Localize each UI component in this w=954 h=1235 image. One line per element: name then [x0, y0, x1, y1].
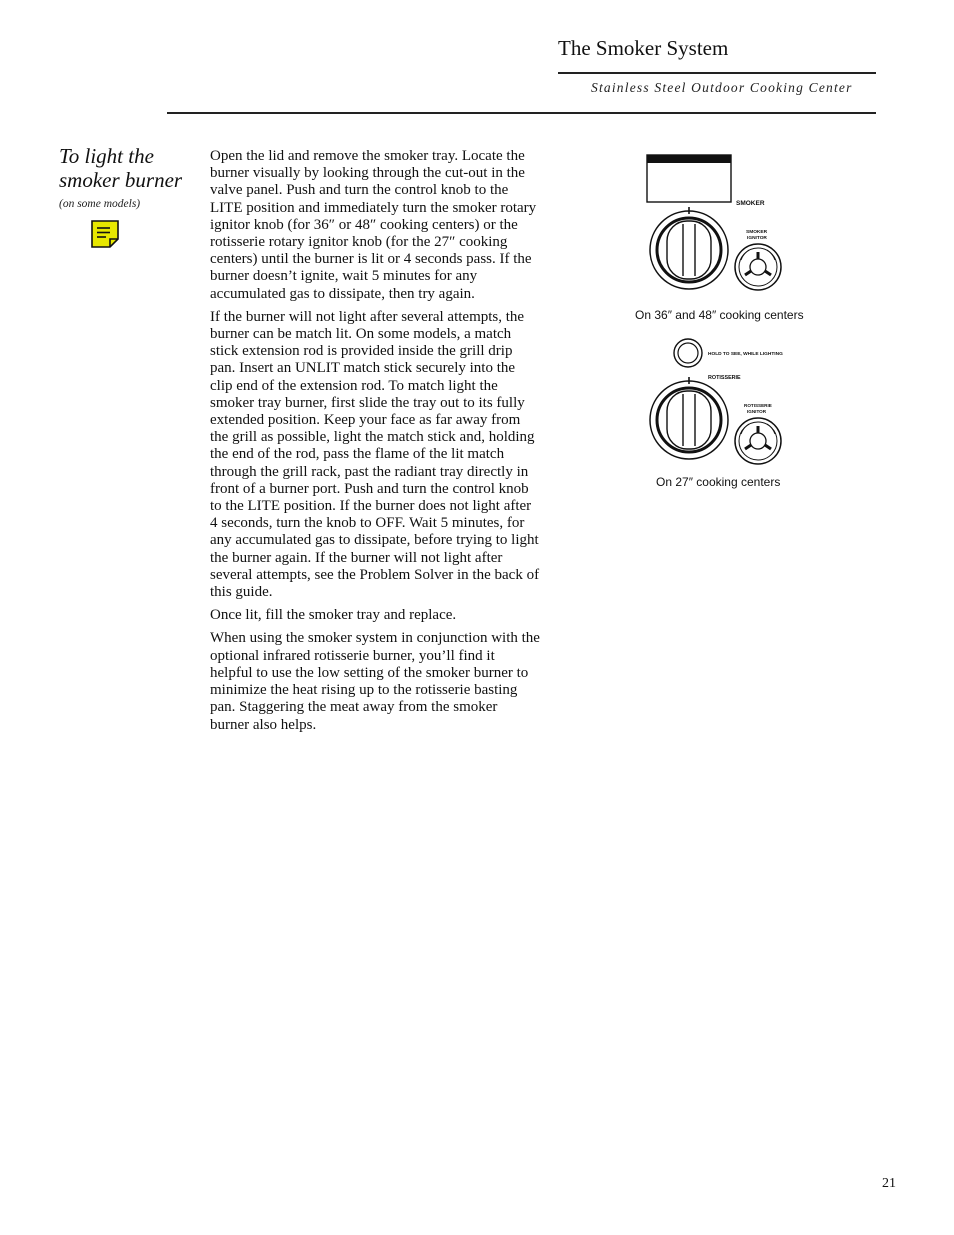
rotisserie-label: ROTISSERIE	[708, 375, 741, 381]
paragraph-3: Once lit, fill the smoker tray and replace.	[210, 607, 457, 624]
smoker-ignitor-label-line2: IGNITOR	[747, 236, 767, 241]
paragraph-2: If the burner will not light after several attempts, the burner can be match lit. On some models, a match stick extension rod is provided inside the grill drip pan. Insert an UNLIT match stick securely into the clip end of the extension rod. To match light the smoker tray burner, first slide the tray out to its fully extended position. Keep your face as far away from the grill as possible, light the match stick and, holding the end of the rod, pass the flame of the lit match through the grill rack, past the radiant tray directly in front of a burner port. Push and turn the control knob to the LITE position. If the burner does not light after 4 seconds, turn the knob to OFF. Wait 5 minutes, for any accumulated gas to dissipate, before trying to light the burner again. If the burner will not light after several attempts, see the Problem Solver in the back of this guide.	[210, 308, 540, 601]
section-divider	[167, 112, 876, 114]
page-header-title: The Smoker System	[558, 36, 729, 60]
rotisserie-ignitor-label-line2: IGNITOR	[747, 409, 767, 414]
rotisserie-control-knob	[650, 377, 728, 459]
rotisserie-ignitor-label-line1: ROTISSERIE	[744, 403, 772, 408]
smoker-label: SMOKER	[736, 200, 765, 207]
paragraph-1: Open the lid and remove the smoker tray. Locate the burner visually by looking through the cut-out in the valve panel. Push and turn the control knob to the LITE position and immediately turn the smoker rotary ignitor knob (for 36″ or 48″ cooking centers) or the rotisserie rotary ignitor knob (for the 27″ cooking centers) until the burner is lit or 4 seconds pass. If the burner doesn’t ignite, wait 5 minutes for any accumulated gas to dissipate, then try again.	[210, 148, 537, 302]
valve-panel-cutout	[647, 155, 731, 202]
smoker-ignitor-label-line1: SMOKER	[746, 230, 768, 235]
burner-indicator-button	[674, 339, 702, 367]
page-number: 21	[882, 1176, 896, 1191]
section-heading: To light the smoker burner	[59, 144, 183, 192]
smoker-controls-figure	[630, 150, 810, 300]
smoker-control-knob	[650, 207, 728, 289]
section-note: (on some models)	[59, 198, 141, 210]
note-icon	[90, 219, 120, 249]
figure-caption-36-48: On 36″ and 48″ cooking centers	[635, 308, 804, 322]
rotisserie-ignitor-knob	[735, 418, 781, 464]
figure-caption-27: On 27″ cooking centers	[656, 475, 781, 489]
paragraph-4: When using the smoker system in conjunction with the optional infrared rotisserie burner, you’ll find it helpful to use the low setting of the smoker burner to minimize the heat rising up to the rotisserie basting pan. Staggering the meat away from the smoker burner also helps.	[210, 630, 540, 733]
smoker-ignitor-knob	[735, 244, 781, 290]
header-rule	[558, 72, 876, 74]
hold-to-see-label: HOLD TO SEE, WHILE LIGHTING	[708, 352, 783, 357]
body-text	[210, 148, 540, 740]
page-header-subtitle: Stainless Steel Outdoor Cooking Center	[591, 80, 853, 95]
rotisserie-controls-figure	[640, 334, 790, 470]
